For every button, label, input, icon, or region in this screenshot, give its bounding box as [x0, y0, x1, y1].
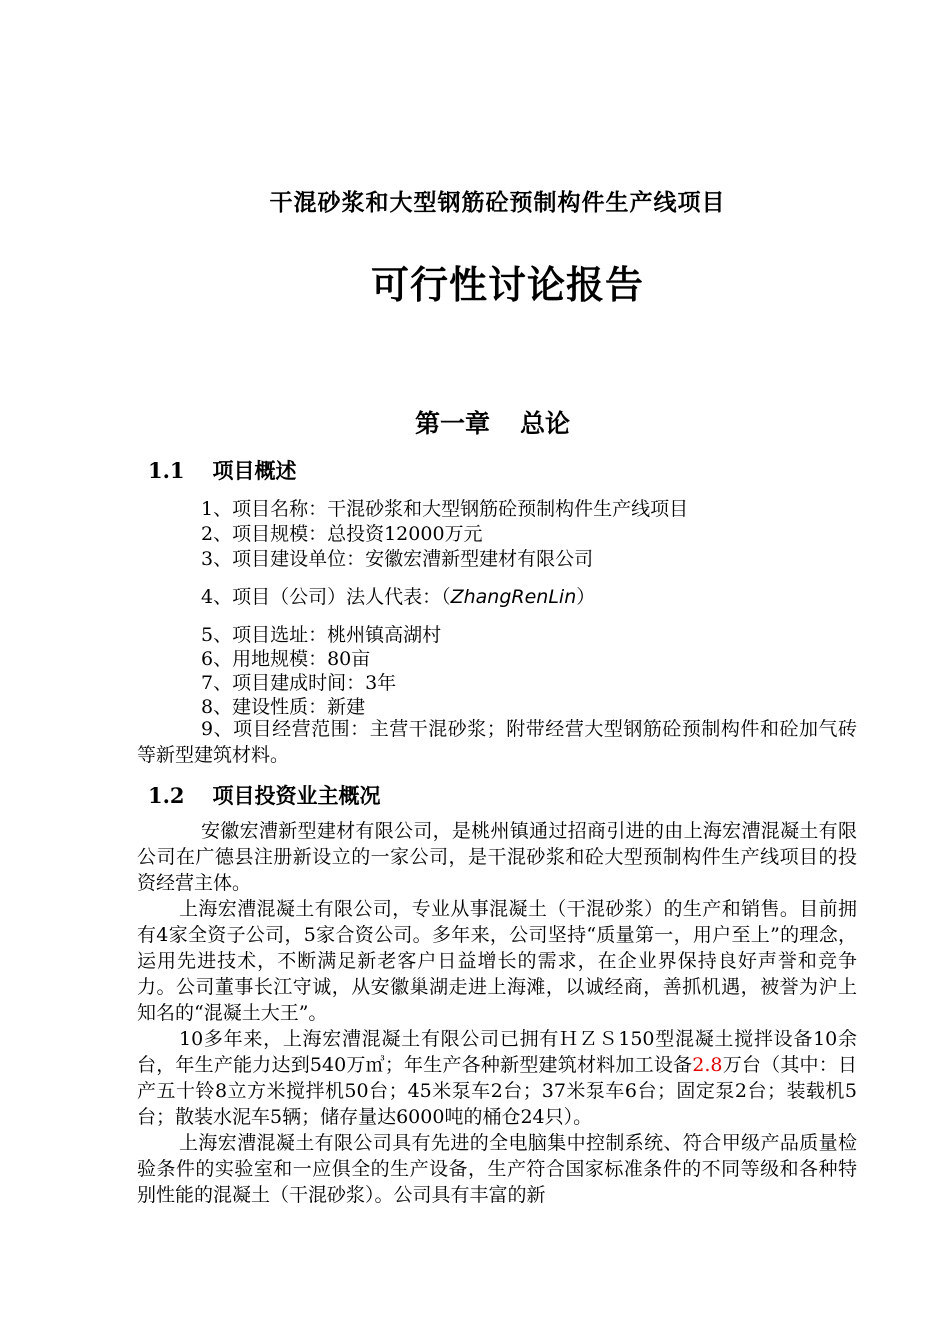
overview-item-duration: 7、项目建成时间：3年: [201, 672, 397, 694]
overview-item-scope-block: [137, 716, 857, 768]
paragraph-2: 上海宏漕混凝土有限公司，专业从事混凝土（干混砂浆）的生产和销售。目前拥有4家全资子公司，5家合资公司。多年来，公司坚持“质量第一，用户至上”的理念，运用先进技术，不断满足新老客户日益增长的需求，在企业界保持良好声誉和竞争力。公司董事长江守诚，从安徽巢湖走进上海滩，以诚经商，善抓机遇，被誉为沪上知名的“混凝土大王”。: [137, 898, 857, 1024]
highlight-value: 2.8: [692, 1054, 723, 1076]
section-number: 1.2: [148, 783, 185, 808]
paragraph-1: 安徽宏漕新型建材有限公司，是桃州镇通过招商引进的由上海宏漕混凝土有限公司在广德县注册新设立的一家公司，是干混砂浆和砼大型预制构件生产线项目的投资经营主体。: [137, 820, 857, 894]
section-number: 1.1: [148, 458, 185, 483]
overview-item-land: 6、用地规模：80亩: [201, 648, 371, 670]
section-title: 项目概述: [212, 458, 297, 483]
paragraph-4: 上海宏漕混凝土有限公司具有先进的全电脑集中控制系统、符合甲级产品质量检验条件的实验室和一应俱全的生产设备，生产符合国家标准条件的不同等级和各种特别性能的混凝土（干混砂浆）。公司具有丰富的新: [137, 1132, 857, 1206]
overview-item-name: 1、项目名称：干混砂浆和大型钢筋砼预制构件生产线项目: [201, 498, 689, 520]
chapter-heading: [0, 404, 950, 440]
overview-item-nature: 8、建设性质：新建: [201, 696, 366, 718]
owner-overview-body: [137, 818, 857, 1208]
report-subtitle: 干混砂浆和大型钢筋砼预制构件生产线项目: [269, 189, 726, 216]
overview-item-legal-rep: 4、项目（公司）法人代表：（ZhangRenLin）: [201, 586, 596, 608]
section-heading-1-2: [148, 780, 381, 810]
overview-item-scale: 2、项目规模：总投资12000万元: [201, 523, 483, 545]
legal-rep-name: ZhangRenLin: [450, 586, 577, 608]
overview-item-site: 5、项目选址：桃州镇高湖村: [201, 624, 442, 646]
overview-item-builder: 3、项目建设单位：安徽宏漕新型建材有限公司: [201, 548, 594, 570]
overview-item-scope: 9、项目经营范围：主营干混砂浆；附带经营大型钢筋砼预制构件和砼加气砖等新型建筑材料。: [137, 718, 857, 766]
chapter-name: 总论: [520, 409, 571, 438]
paragraph-3: 10多年来，上海宏漕混凝土有限公司已拥有ＨＺＳ150型混凝土搅拌设备10余台，年生产能力达到540万㎥；年生产各种新型建筑材料加工设备2.8万台（其中：日产五十铃8立方米搅拌机50台；45米泵车2台；37米泵车6台；固定泵2台；装载机5台；散装水泥车5辆；储存量达6000吨的桶仓24只）。: [137, 1028, 857, 1128]
report-title: 可行性讨论报告: [370, 263, 644, 307]
chapter-number: 第一章: [414, 409, 490, 438]
section-title: 项目投资业主概况: [212, 783, 381, 808]
section-heading-1-1: [148, 455, 297, 485]
